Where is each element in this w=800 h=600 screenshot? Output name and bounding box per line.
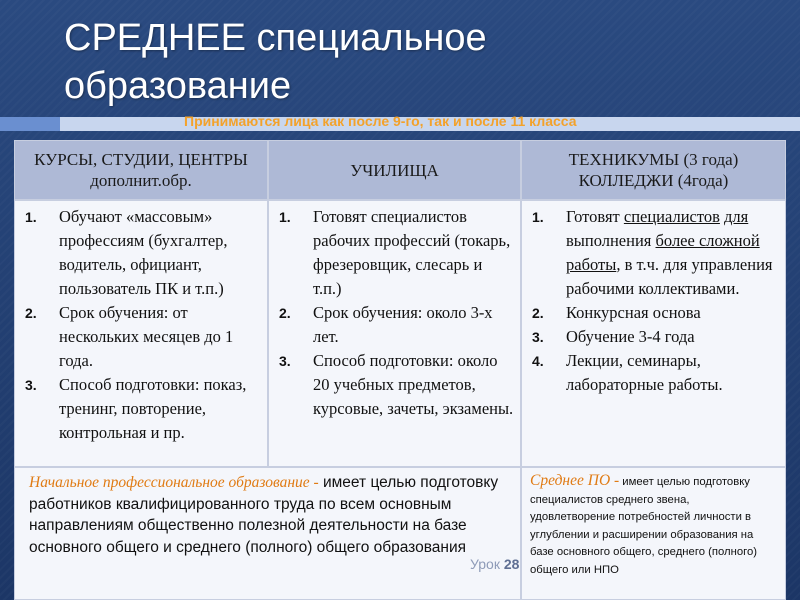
list-text: Готовят bbox=[566, 207, 620, 226]
list-item bbox=[23, 373, 261, 445]
list-number: 2. bbox=[532, 305, 544, 321]
header-courses-label: КУРСЫ, СТУДИИ, ЦЕНТРЫ дополнит.обр. bbox=[34, 150, 248, 190]
list-item bbox=[277, 205, 514, 301]
list-number: 2. bbox=[25, 305, 37, 321]
slide-subtitle: Принимаются лица как после 9-го, так и после 11 класса bbox=[184, 113, 577, 129]
list-number: 1. bbox=[279, 209, 291, 225]
footer-npo bbox=[14, 467, 521, 600]
list-text: Способ подготовки: показ, тренинг, повторение, контрольная и пр. bbox=[59, 375, 247, 442]
list-text: Лекции, семинары, лабораторные работы. bbox=[566, 351, 723, 394]
header-schools-label: УЧИЛИЩА bbox=[350, 160, 439, 180]
header-schools bbox=[268, 140, 521, 200]
page-number-value: 28 bbox=[503, 556, 520, 572]
list-number: 4. bbox=[532, 353, 544, 369]
page-number bbox=[470, 556, 519, 572]
comparison-table bbox=[14, 140, 786, 600]
list-text: выполнения bbox=[566, 231, 652, 250]
cell-schools bbox=[268, 200, 521, 467]
cell-colleges bbox=[521, 200, 786, 467]
footer-spo-text: имеет целью подготовку специалистов среднего звена, удовлетворение потребностей личности в углублении и расширении образования на базе основного общего, среднего (полного) общего или НПО bbox=[530, 476, 758, 576]
list-number: 2. bbox=[279, 305, 291, 321]
courses-list bbox=[23, 205, 261, 445]
header-colleges bbox=[521, 140, 786, 200]
accent-bar-left bbox=[0, 117, 60, 131]
list-item bbox=[530, 349, 779, 397]
slide-title bbox=[64, 14, 764, 110]
list-text: Обучают «массовым» профессиям (бухгалтер, водитель, официант, пользователь ПК и т.п.) bbox=[59, 207, 228, 298]
header-colleges-label: ТЕХНИКУМЫ (3 года) КОЛЛЕДЖИ (4года) bbox=[568, 150, 739, 190]
list-item bbox=[530, 325, 779, 349]
colleges-list bbox=[530, 205, 779, 397]
list-item bbox=[23, 301, 261, 373]
title-line-2: образование bbox=[64, 65, 292, 107]
list-text: Способ подготовки: около 20 учебных предметов, курсовые, зачеты, экзамены. bbox=[313, 351, 514, 418]
list-number: 1. bbox=[532, 209, 544, 225]
cell-courses bbox=[14, 200, 268, 467]
list-number: 3. bbox=[532, 329, 544, 345]
underlined-text: для bbox=[724, 207, 749, 226]
list-text: Срок обучения: от нескольких месяцев до 1 года. bbox=[59, 303, 234, 370]
list-number: 1. bbox=[25, 209, 37, 225]
footer-spo-term: Среднее ПО - bbox=[530, 472, 620, 489]
list-item bbox=[530, 301, 779, 325]
footer-npo-text: имеет целью подготовку работников квалифицированного труда по всем основным направлениям общественно полезной деятельности на базе основного общего и среднего (полного) общего образования bbox=[29, 474, 499, 556]
footer-npo-term: Начальное профессиональное образование - bbox=[29, 474, 319, 491]
page-label: Урок bbox=[470, 556, 500, 572]
list-text: Готовят специалистов рабочих профессий (токарь, фрезеровщик, слесарь и т.п.) bbox=[313, 207, 511, 298]
list-item bbox=[277, 301, 514, 349]
list-item bbox=[277, 349, 514, 421]
footer-spo bbox=[521, 467, 786, 600]
underlined-text: более сложной работы bbox=[566, 231, 760, 274]
list-text: , в т.ч. для управления рабочими коллективами. bbox=[566, 255, 773, 298]
list-text: Конкурсная основа bbox=[566, 303, 701, 322]
list-text: Срок обучения: около 3-х лет. bbox=[313, 303, 493, 346]
header-courses bbox=[14, 140, 268, 200]
list-text: Обучение 3-4 года bbox=[566, 327, 695, 346]
schools-list bbox=[277, 205, 514, 421]
list-item bbox=[530, 205, 779, 301]
underlined-text: специалистов bbox=[623, 207, 720, 226]
list-number: 3. bbox=[25, 377, 37, 393]
list-item bbox=[23, 205, 261, 301]
list-number: 3. bbox=[279, 353, 291, 369]
title-line-1: СРЕДНЕЕ специальное bbox=[64, 17, 487, 59]
